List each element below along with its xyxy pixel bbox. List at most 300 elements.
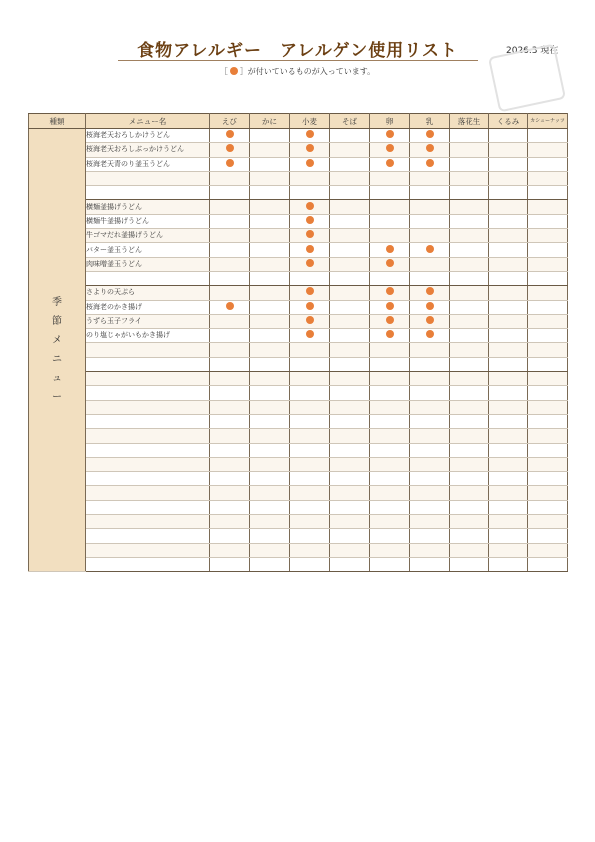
allergen-cell: [489, 271, 528, 285]
allergen-cell: [450, 472, 489, 486]
category-label: 季 節 メ ニ ュ ー: [52, 297, 62, 404]
allergen-cell: [370, 557, 410, 571]
menu-name-cell: 肉味噌釜玉うどん: [86, 257, 210, 271]
allergen-header: 卵: [370, 114, 410, 129]
allergen-cell: [210, 229, 250, 243]
allergen-cell: [489, 300, 528, 314]
menu-name-cell: [86, 400, 210, 414]
allergen-cell: [330, 500, 370, 514]
allergen-cell: [370, 443, 410, 457]
allergen-cell: [210, 271, 250, 285]
allergen-cell: [370, 214, 410, 228]
allergen-cell: [290, 429, 330, 443]
table-row: [29, 529, 568, 543]
allergen-cell: [330, 143, 370, 157]
allergen-cell: [489, 286, 528, 300]
allergen-cell: [450, 157, 489, 171]
allergen-cell: [489, 343, 528, 357]
allergen-cell: [330, 186, 370, 200]
contains-dot-icon: [306, 202, 314, 210]
allergen-cell: [410, 286, 450, 300]
allergen-header: カシューナッツ: [528, 114, 568, 129]
menu-name-cell: [86, 271, 210, 285]
allergen-cell: [489, 229, 528, 243]
allergen-cell: [250, 472, 290, 486]
allergen-cell: [450, 171, 489, 185]
allergen-cell: [370, 271, 410, 285]
allergen-cell: [489, 200, 528, 214]
menu-name-cell: [86, 372, 210, 386]
allergen-cell: [370, 414, 410, 428]
menu-name-cell: [86, 529, 210, 543]
allergen-cell: [210, 200, 250, 214]
allergen-cell: [528, 414, 568, 428]
allergen-cell: [330, 529, 370, 543]
allergen-cell: [330, 457, 370, 471]
contains-dot-icon: [426, 245, 434, 253]
allergen-cell: [450, 143, 489, 157]
table-row: [29, 243, 568, 257]
allergen-cell: [370, 472, 410, 486]
legend-text: ］が付いているものが入っています。: [239, 67, 376, 76]
allergen-cell: [290, 200, 330, 214]
allergen-cell: [250, 543, 290, 557]
allergen-cell: [489, 314, 528, 328]
contains-dot-icon: [426, 302, 434, 310]
allergen-cell: [250, 143, 290, 157]
allergen-cell: [250, 171, 290, 185]
allergen-cell: [410, 515, 450, 529]
allergen-cell: [489, 457, 528, 471]
contains-dot-icon: [306, 144, 314, 152]
contains-dot-icon: [306, 259, 314, 267]
allergen-cell: [528, 300, 568, 314]
menu-column-header: メニュー名: [86, 114, 210, 129]
allergen-cell: [210, 472, 250, 486]
allergen-cell: [410, 486, 450, 500]
legend-dot-icon: [230, 67, 238, 75]
table-header-row: [29, 114, 568, 129]
allergen-cell: [489, 357, 528, 371]
menu-name-cell: [86, 457, 210, 471]
allergen-cell: [410, 400, 450, 414]
allergen-cell: [330, 171, 370, 185]
allergen-cell: [528, 515, 568, 529]
allergen-cell: [210, 314, 250, 328]
allergen-cell: [330, 286, 370, 300]
allergen-cell: [210, 157, 250, 171]
allergen-cell: [330, 543, 370, 557]
allergen-cell: [250, 386, 290, 400]
table-row: [29, 472, 568, 486]
allergen-cell: [489, 143, 528, 157]
allergen-cell: [489, 543, 528, 557]
allergen-header: 落花生: [450, 114, 489, 129]
allergen-cell: [330, 343, 370, 357]
menu-name-cell: [86, 171, 210, 185]
allergen-cell: [210, 171, 250, 185]
allergen-cell: [410, 129, 450, 143]
allergen-cell: [528, 286, 568, 300]
allergen-cell: [330, 515, 370, 529]
allergen-cell: [370, 500, 410, 514]
allergen-cell: [370, 486, 410, 500]
allergen-cell: [250, 400, 290, 414]
menu-name-cell: 桜海老天おろしぶっかけうどん: [86, 143, 210, 157]
menu-name-cell: [86, 515, 210, 529]
table-row: [29, 357, 568, 371]
allergen-cell: [210, 529, 250, 543]
contains-dot-icon: [386, 245, 394, 253]
allergen-cell: [290, 486, 330, 500]
allergen-cell: [450, 429, 489, 443]
table-row: [29, 171, 568, 185]
allergen-cell: [450, 457, 489, 471]
allergen-cell: [489, 243, 528, 257]
allergen-cell: [330, 329, 370, 343]
allergen-cell: [450, 386, 489, 400]
allergen-cell: [290, 529, 330, 543]
table-row: [29, 543, 568, 557]
menu-name-cell: [86, 186, 210, 200]
table-row: [29, 271, 568, 285]
menu-name-cell: 桜海老のかき揚げ: [86, 300, 210, 314]
allergen-cell: [250, 271, 290, 285]
allergen-cell: [210, 357, 250, 371]
allergen-cell: [528, 357, 568, 371]
menu-name-cell: 牛ゴマだれ釜揚げうどん: [86, 229, 210, 243]
allergen-cell: [330, 243, 370, 257]
allergen-cell: [210, 543, 250, 557]
allergen-cell: [450, 229, 489, 243]
allergen-cell: [489, 414, 528, 428]
allergen-cell: [528, 457, 568, 471]
allergen-cell: [528, 400, 568, 414]
allergen-cell: [370, 543, 410, 557]
allergen-cell: [450, 186, 489, 200]
table-row: [29, 400, 568, 414]
contains-dot-icon: [386, 159, 394, 167]
allergen-cell: [370, 229, 410, 243]
allergen-cell: [489, 472, 528, 486]
table-row: [29, 515, 568, 529]
contains-dot-icon: [386, 287, 394, 295]
title-underline: [118, 60, 478, 61]
allergen-cell: [250, 257, 290, 271]
allergen-cell: [210, 329, 250, 343]
menu-name-cell: [86, 557, 210, 571]
allergen-cell: [489, 386, 528, 400]
contains-dot-icon: [306, 230, 314, 238]
allergen-cell: [410, 243, 450, 257]
contains-dot-icon: [306, 245, 314, 253]
menu-name-cell: 桜海老天青のり釜玉うどん: [86, 157, 210, 171]
allergen-cell: [210, 372, 250, 386]
allergen-cell: [450, 443, 489, 457]
contains-dot-icon: [226, 302, 234, 310]
allergen-cell: [450, 257, 489, 271]
allergen-cell: [528, 486, 568, 500]
allergen-cell: [450, 271, 489, 285]
allergen-cell: [450, 300, 489, 314]
table-row: [29, 143, 568, 157]
allergen-cell: [290, 557, 330, 571]
allergen-cell: [528, 543, 568, 557]
allergen-cell: [250, 243, 290, 257]
allergen-cell: [250, 229, 290, 243]
allergen-header: かに: [250, 114, 290, 129]
contains-dot-icon: [386, 144, 394, 152]
allergen-cell: [330, 386, 370, 400]
allergen-cell: [250, 186, 290, 200]
allergen-cell: [370, 400, 410, 414]
allergen-cell: [250, 300, 290, 314]
allergen-cell: [330, 486, 370, 500]
allergen-cell: [410, 214, 450, 228]
category-cell: [29, 129, 86, 572]
contains-dot-icon: [386, 302, 394, 310]
menu-name-cell: [86, 500, 210, 514]
contains-dot-icon: [306, 316, 314, 324]
allergen-cell: [290, 314, 330, 328]
allergen-cell: [330, 129, 370, 143]
allergen-cell: [450, 343, 489, 357]
allergen-cell: [210, 414, 250, 428]
allergen-cell: [210, 143, 250, 157]
table-row: [29, 300, 568, 314]
allergen-cell: [489, 372, 528, 386]
allergen-cell: [410, 429, 450, 443]
table-row: [29, 443, 568, 457]
allergen-cell: [210, 300, 250, 314]
allergen-cell: [450, 486, 489, 500]
allergen-cell: [250, 486, 290, 500]
allergen-cell: [210, 257, 250, 271]
allergen-cell: [250, 500, 290, 514]
allergen-cell: [489, 214, 528, 228]
allergen-cell: [210, 500, 250, 514]
table-row: [29, 129, 568, 143]
allergen-cell: [210, 343, 250, 357]
allergen-cell: [410, 229, 450, 243]
allergen-cell: [370, 343, 410, 357]
allergen-cell: [528, 229, 568, 243]
allergen-cell: [290, 257, 330, 271]
table-row: [29, 314, 568, 328]
allergen-cell: [290, 143, 330, 157]
allergen-cell: [290, 300, 330, 314]
table-row: [29, 557, 568, 571]
allergen-header: 乳: [410, 114, 450, 129]
allergen-cell: [410, 314, 450, 328]
allergen-cell: [528, 243, 568, 257]
allergen-cell: [210, 386, 250, 400]
menu-name-cell: 横麺釜揚げうどん: [86, 200, 210, 214]
allergen-cell: [370, 529, 410, 543]
allergen-cell: [250, 214, 290, 228]
allergen-cell: [330, 372, 370, 386]
allergen-cell: [250, 129, 290, 143]
contains-dot-icon: [306, 302, 314, 310]
allergen-cell: [330, 229, 370, 243]
allergen-cell: [528, 386, 568, 400]
allergen-cell: [330, 357, 370, 371]
allergen-cell: [528, 314, 568, 328]
table-row: [29, 229, 568, 243]
allergen-cell: [528, 372, 568, 386]
allergen-cell: [528, 186, 568, 200]
contains-dot-icon: [386, 259, 394, 267]
menu-name-cell: [86, 414, 210, 428]
contains-dot-icon: [306, 216, 314, 224]
allergen-cell: [528, 271, 568, 285]
allergen-cell: [410, 529, 450, 543]
allergen-cell: [528, 143, 568, 157]
allergen-cell: [210, 214, 250, 228]
allergen-cell: [410, 414, 450, 428]
allergen-cell: [290, 343, 330, 357]
menu-name-cell: 桜海老天おろしかけうどん: [86, 129, 210, 143]
allergen-cell: [250, 329, 290, 343]
allergen-cell: [489, 486, 528, 500]
menu-name-cell: うずら玉子フライ: [86, 314, 210, 328]
allergen-cell: [330, 257, 370, 271]
allergen-cell: [250, 515, 290, 529]
allergen-cell: [528, 200, 568, 214]
allergen-cell: [210, 457, 250, 471]
contains-dot-icon: [426, 287, 434, 295]
contains-dot-icon: [426, 144, 434, 152]
allergen-table: [28, 113, 568, 572]
allergen-cell: [210, 286, 250, 300]
allergen-cell: [250, 557, 290, 571]
allergen-header: そば: [330, 114, 370, 129]
allergen-cell: [210, 129, 250, 143]
allergen-cell: [210, 400, 250, 414]
allergen-cell: [450, 414, 489, 428]
allergen-cell: [410, 500, 450, 514]
allergen-cell: [528, 157, 568, 171]
allergen-cell: [410, 543, 450, 557]
allergen-cell: [370, 143, 410, 157]
allergen-cell: [410, 300, 450, 314]
allergen-cell: [290, 243, 330, 257]
allergen-cell: [290, 400, 330, 414]
allergen-cell: [330, 429, 370, 443]
table-row: [29, 157, 568, 171]
allergen-cell: [489, 171, 528, 185]
allergen-cell: [450, 529, 489, 543]
allergen-cell: [410, 171, 450, 185]
contains-dot-icon: [306, 159, 314, 167]
contains-dot-icon: [386, 330, 394, 338]
contains-dot-icon: [426, 330, 434, 338]
menu-name-cell: 横麺牛釜揚げうどん: [86, 214, 210, 228]
allergen-header: くるみ: [489, 114, 528, 129]
allergen-cell: [450, 543, 489, 557]
table-row: [29, 486, 568, 500]
menu-name-cell: [86, 429, 210, 443]
allergen-cell: [410, 157, 450, 171]
allergen-cell: [489, 329, 528, 343]
table-row: [29, 214, 568, 228]
allergen-cell: [489, 515, 528, 529]
allergen-cell: [370, 186, 410, 200]
allergen-cell: [370, 157, 410, 171]
allergen-cell: [290, 186, 330, 200]
allergen-cell: [528, 343, 568, 357]
allergen-cell: [450, 357, 489, 371]
allergen-cell: [370, 286, 410, 300]
allergen-cell: [290, 229, 330, 243]
allergen-cell: [528, 329, 568, 343]
table-row: [29, 414, 568, 428]
allergen-cell: [330, 472, 370, 486]
allergen-cell: [330, 300, 370, 314]
allergen-cell: [370, 357, 410, 371]
allergen-cell: [528, 171, 568, 185]
table-row: [29, 200, 568, 214]
contains-dot-icon: [426, 130, 434, 138]
contains-dot-icon: [306, 330, 314, 338]
menu-name-cell: [86, 543, 210, 557]
allergen-cell: [528, 129, 568, 143]
allergen-cell: [290, 214, 330, 228]
allergen-cell: [489, 186, 528, 200]
table-row: [29, 386, 568, 400]
contains-dot-icon: [426, 159, 434, 167]
allergen-cell: [528, 529, 568, 543]
allergen-cell: [290, 515, 330, 529]
allergen-cell: [410, 329, 450, 343]
allergen-cell: [450, 557, 489, 571]
allergen-cell: [450, 129, 489, 143]
allergen-cell: [370, 386, 410, 400]
allergen-cell: [410, 357, 450, 371]
allergen-cell: [410, 186, 450, 200]
contains-dot-icon: [426, 316, 434, 324]
allergen-cell: [450, 214, 489, 228]
allergen-cell: [330, 557, 370, 571]
allergen-cell: [330, 157, 370, 171]
allergen-cell: [250, 357, 290, 371]
menu-name-cell: [86, 486, 210, 500]
allergen-cell: [489, 157, 528, 171]
allergen-cell: [250, 343, 290, 357]
allergen-cell: [528, 500, 568, 514]
allergen-header: 小麦: [290, 114, 330, 129]
table-row: [29, 343, 568, 357]
table-row: [29, 500, 568, 514]
allergen-cell: [370, 243, 410, 257]
allergen-cell: [450, 372, 489, 386]
allergen-cell: [410, 200, 450, 214]
allergen-cell: [450, 286, 489, 300]
allergen-cell: [489, 400, 528, 414]
allergen-cell: [370, 257, 410, 271]
table-row: [29, 457, 568, 471]
contains-dot-icon: [226, 159, 234, 167]
table-row: [29, 429, 568, 443]
contains-dot-icon: [226, 144, 234, 152]
legend-bracket-open: ［: [219, 67, 228, 76]
allergen-cell: [528, 257, 568, 271]
allergen-cell: [290, 500, 330, 514]
allergen-cell: [290, 386, 330, 400]
allergen-cell: [370, 372, 410, 386]
allergen-cell: [410, 557, 450, 571]
allergen-cell: [250, 157, 290, 171]
